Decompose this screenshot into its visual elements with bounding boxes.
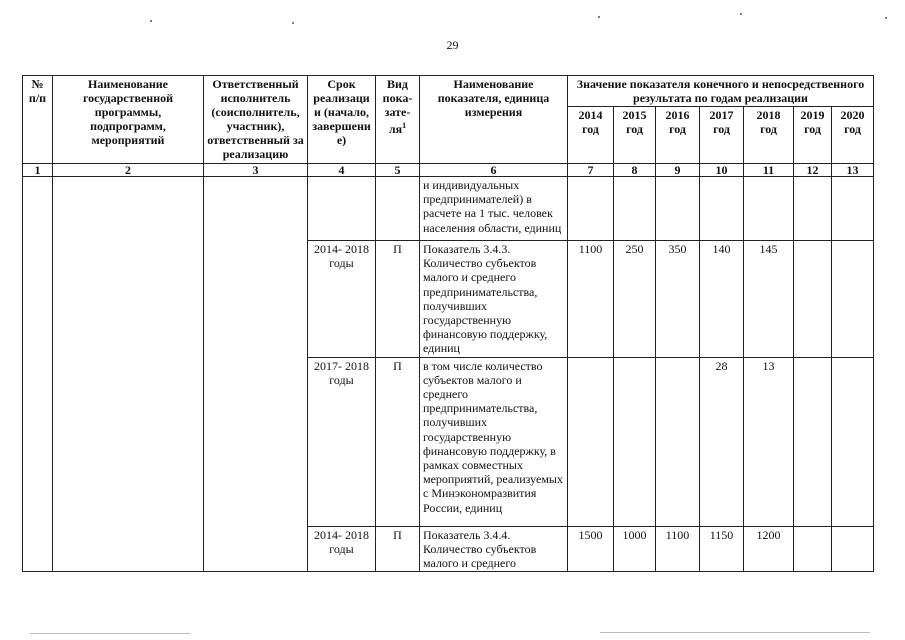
cell-value: 350 — [656, 241, 700, 358]
cell-value: 250 — [614, 241, 656, 358]
cell-value — [832, 177, 874, 241]
column-number: 6 — [420, 164, 568, 177]
column-number: 2 — [53, 164, 204, 177]
cell-executor — [204, 177, 308, 572]
cell-kind — [376, 177, 420, 241]
cell-value: 1100 — [656, 526, 700, 572]
cell-value — [614, 357, 656, 526]
column-number-row — [23, 164, 874, 177]
header-no: № п/п — [23, 76, 53, 164]
cell-value: 1150 — [700, 526, 744, 572]
page-number: 29 — [446, 38, 459, 52]
cell-value — [568, 177, 614, 241]
cell-term: 2014- 2018 годы — [308, 526, 376, 572]
column-number: 8 — [614, 164, 656, 177]
header-kind-footnote: 1 — [402, 121, 407, 130]
cell-value — [744, 177, 794, 241]
cell-indicator: Показатель 3.4.3. Количество субъектов малого и среднего предпринимательства, получивших государственную финансовую поддержку, единиц — [420, 241, 568, 358]
cell-value — [614, 177, 656, 241]
cell-value: 1000 — [614, 526, 656, 572]
cell-indicator: и индивидуальных предпринимателей) в расчете на 1 тыс. человек населения области, единиц — [420, 177, 568, 241]
cell-term: 2014- 2018 годы — [308, 241, 376, 358]
cell-value — [656, 357, 700, 526]
cell-term: 2017- 2018 годы — [308, 357, 376, 526]
column-number: 7 — [568, 164, 614, 177]
column-number: 3 — [204, 164, 308, 177]
header-year: 2018 год — [744, 107, 794, 164]
cell-no — [23, 177, 53, 572]
cell-value — [832, 357, 874, 526]
cell-value — [656, 177, 700, 241]
header-indicator: Наименование показателя, единица измерения — [420, 76, 568, 164]
indicator-table-container — [22, 75, 874, 572]
cell-value: 13 — [744, 357, 794, 526]
cell-indicator: Показатель 3.4.4. Количество субъектов малого и среднего — [420, 526, 568, 572]
header-year: 2016 год — [656, 107, 700, 164]
table-row — [23, 177, 874, 241]
column-number: 1 — [23, 164, 53, 177]
cell-value — [832, 241, 874, 358]
scan-edge-line — [600, 632, 870, 633]
cell-value: 1200 — [744, 526, 794, 572]
column-number: 9 — [656, 164, 700, 177]
header-kind — [376, 76, 420, 164]
indicator-table — [22, 75, 874, 572]
header-values-group: Значение показателя конечного и непосредственного результата по годам реализации — [568, 76, 874, 107]
header-year: 2017 год — [700, 107, 744, 164]
scan-speck — [150, 20, 152, 22]
cell-kind: П — [376, 357, 420, 526]
cell-kind: П — [376, 241, 420, 358]
scan-speck — [598, 16, 600, 18]
cell-value: 145 — [744, 241, 794, 358]
column-number: 5 — [376, 164, 420, 177]
header-year: 2014 год — [568, 107, 614, 164]
cell-value: 140 — [700, 241, 744, 358]
cell-term — [308, 177, 376, 241]
header-kind-text: Вид пока- зате- ля — [382, 77, 413, 136]
header-year: 2020 год — [832, 107, 874, 164]
header-executor: Ответственный исполнитель (соисполнитель, участник), ответственный за реализацию — [204, 76, 308, 164]
cell-value — [794, 526, 832, 572]
cell-program — [53, 177, 204, 572]
cell-value: 1500 — [568, 526, 614, 572]
scan-speck — [885, 17, 887, 19]
cell-value — [794, 177, 832, 241]
cell-value — [794, 241, 832, 358]
scan-edge-line — [30, 633, 190, 634]
column-number: 10 — [700, 164, 744, 177]
cell-value — [568, 357, 614, 526]
cell-indicator: в том числе количество субъектов малого и среднего предпринимательства, получивших государственную финансовую поддержку, в рамках совместных мероприятий, реализуемых с Минэкономразвития России, единиц — [420, 357, 568, 526]
header-term: Срок реализаци и (начало, завершени е) — [308, 76, 376, 164]
column-number: 12 — [794, 164, 832, 177]
scan-speck — [292, 22, 294, 24]
header-year: 2015 год — [614, 107, 656, 164]
column-number: 13 — [832, 164, 874, 177]
header-program: Наименование государственной программы, подпрограмм, мероприятий — [53, 76, 204, 164]
cell-value: 1100 — [568, 241, 614, 358]
column-number: 4 — [308, 164, 376, 177]
header-row-1 — [23, 76, 874, 107]
cell-value — [794, 357, 832, 526]
header-year: 2019 год — [794, 107, 832, 164]
column-number: 11 — [744, 164, 794, 177]
scan-speck — [740, 13, 742, 15]
cell-value: 28 — [700, 357, 744, 526]
cell-value — [700, 177, 744, 241]
cell-value — [832, 526, 874, 572]
cell-kind: П — [376, 526, 420, 572]
